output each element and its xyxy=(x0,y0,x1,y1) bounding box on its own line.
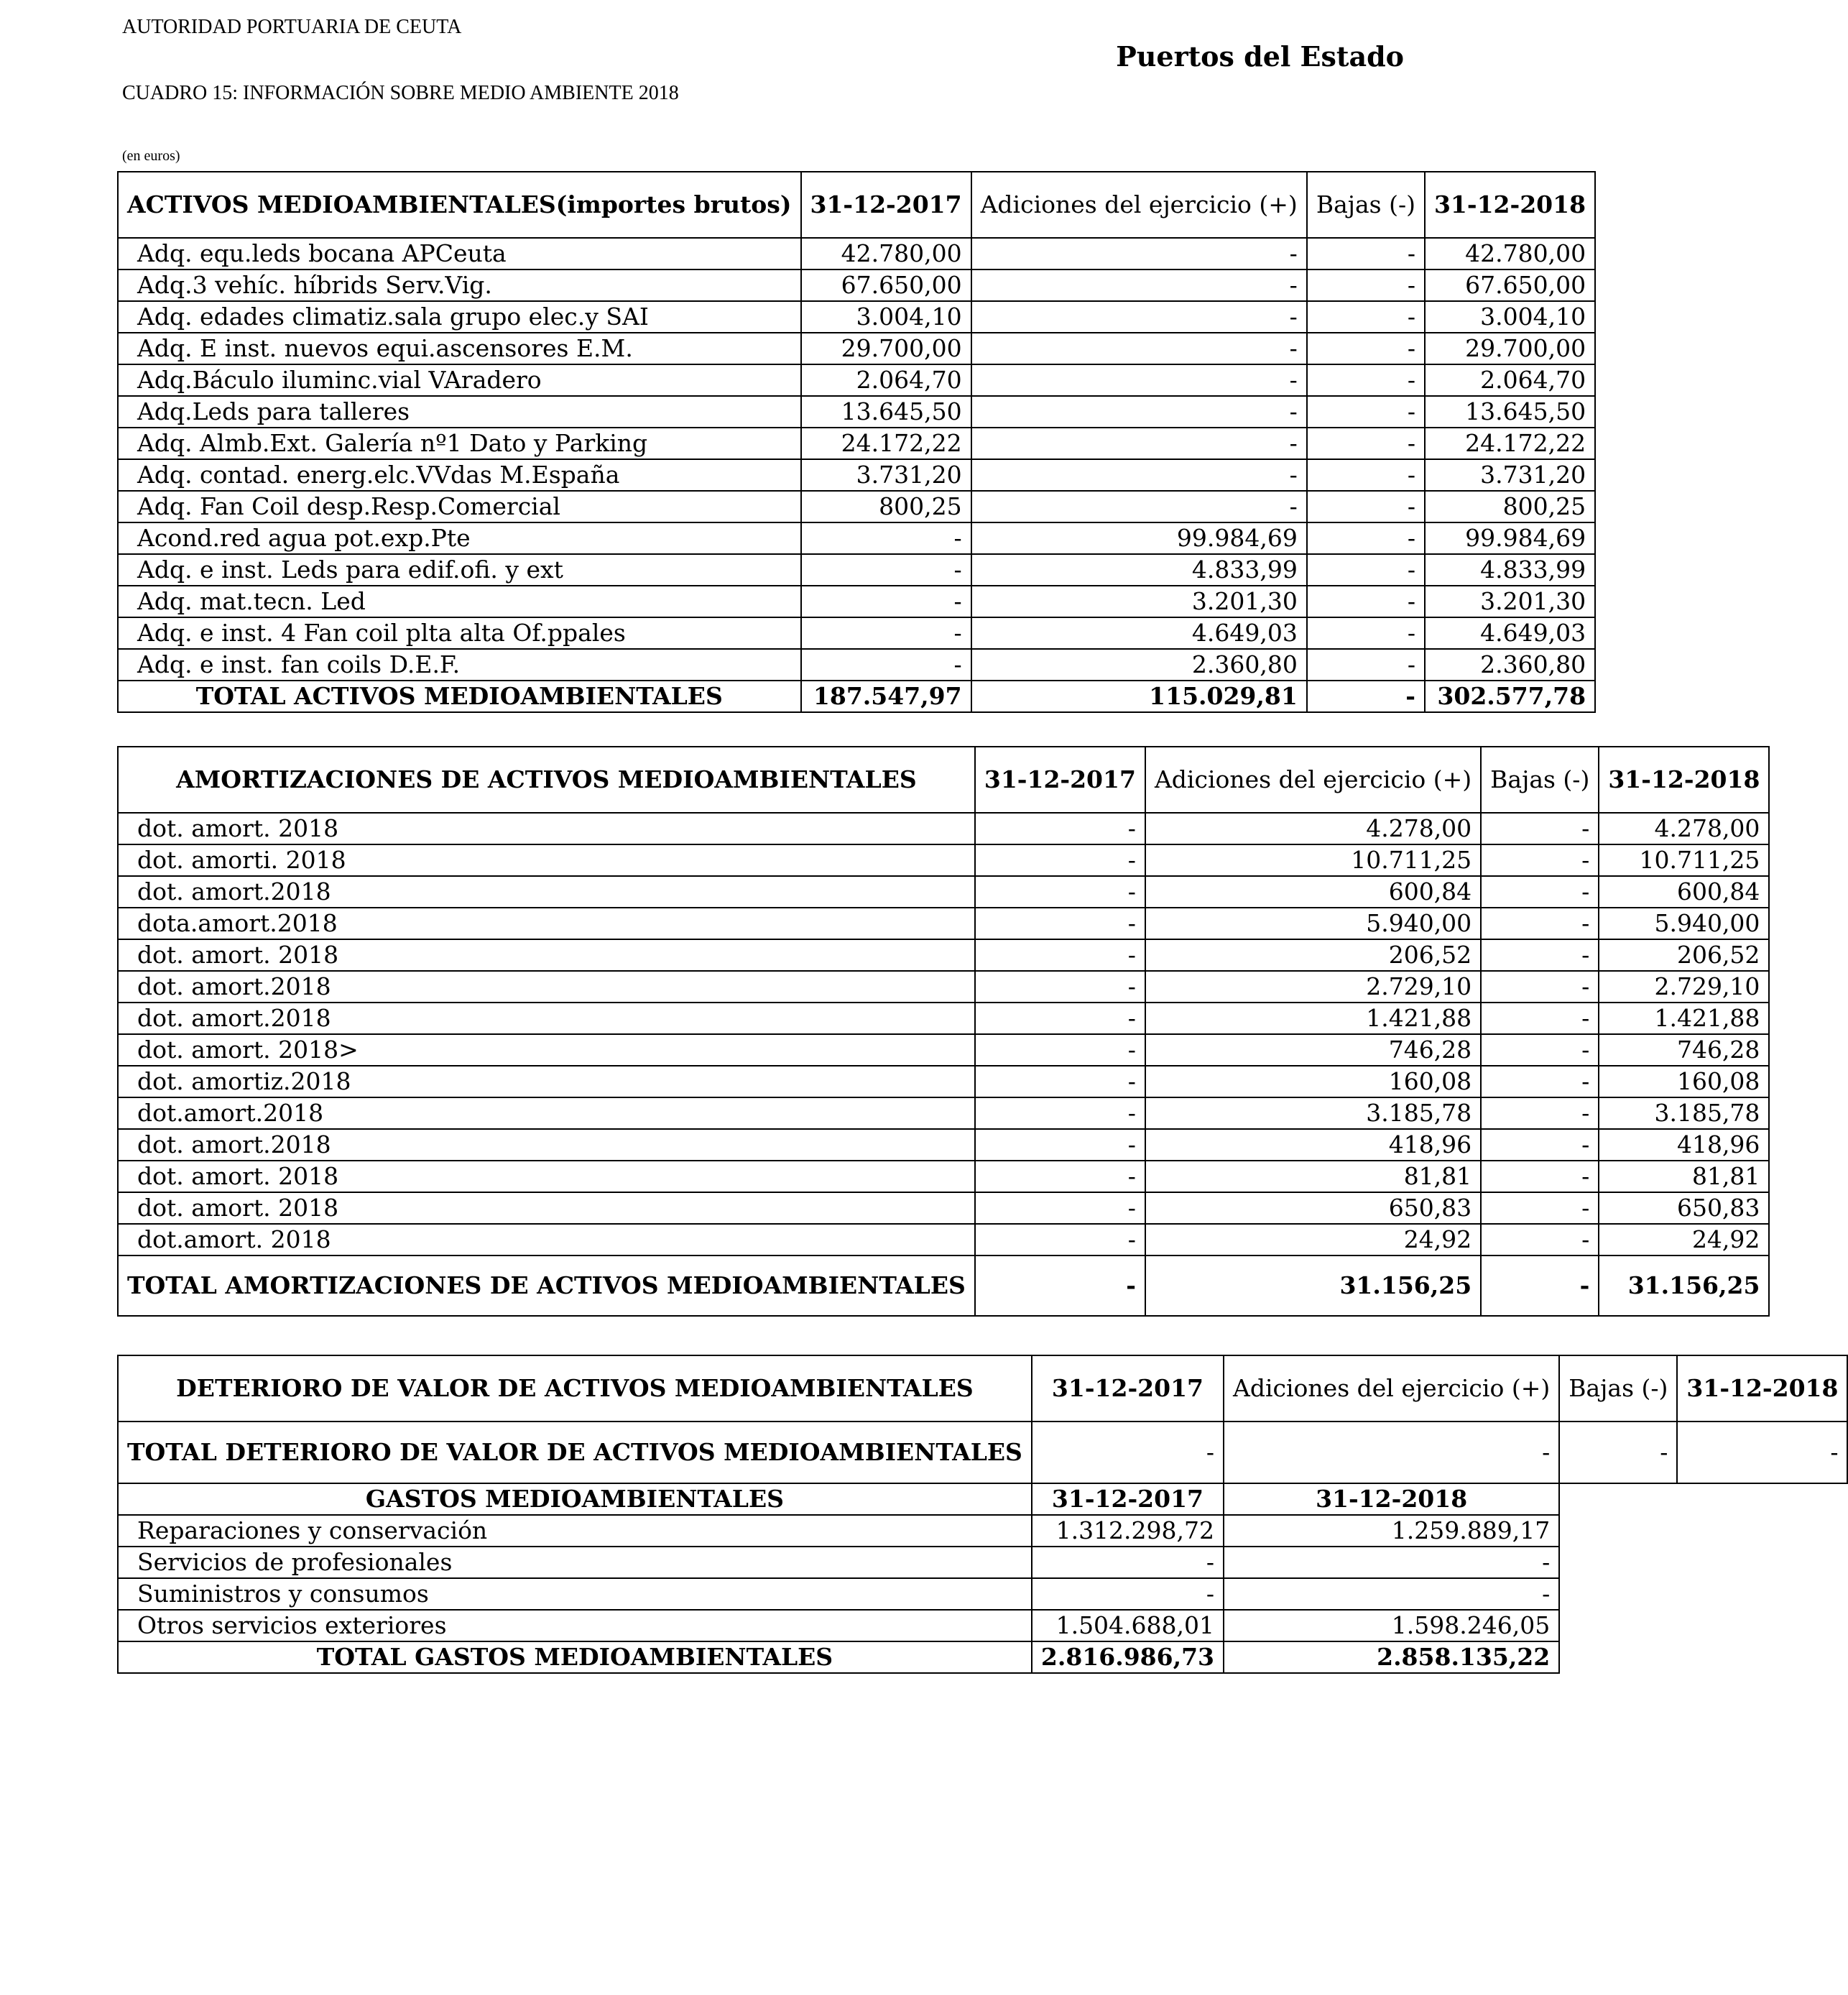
row-value: - xyxy=(971,459,1307,491)
row-value: - xyxy=(801,586,971,617)
row-value: 600,84 xyxy=(1599,876,1769,908)
table-row xyxy=(118,1515,1847,1547)
row-value: - xyxy=(1307,364,1425,396)
row-value: 206,52 xyxy=(1599,939,1769,971)
row-label: dot. amort.2018 xyxy=(118,876,975,908)
empty-space xyxy=(1559,1610,1847,1641)
row-value: - xyxy=(1307,428,1425,459)
row-value: 600,84 xyxy=(1145,876,1481,908)
row-label: dot.amort.2018 xyxy=(118,1097,975,1129)
empty-space xyxy=(1559,1547,1847,1578)
row-value: - xyxy=(1307,617,1425,649)
row-label: Adq.Leds para talleres xyxy=(118,396,801,428)
row-value: 24,92 xyxy=(1599,1224,1769,1255)
row-value: - xyxy=(975,844,1145,876)
amortizaciones-total-row xyxy=(118,1255,1769,1316)
gastos-header-concept: GASTOS MEDIOAMBIENTALES xyxy=(118,1483,1032,1515)
row-value: 3.201,30 xyxy=(971,586,1307,617)
row-value: 3.185,78 xyxy=(1145,1097,1481,1129)
gastos-header-2017: 31-12-2017 xyxy=(1032,1483,1224,1515)
row-value: 2.360,80 xyxy=(1425,649,1595,681)
activos-total-2017: 187.547,97 xyxy=(801,681,971,712)
table-row xyxy=(118,1066,1769,1097)
row-value: - xyxy=(1032,1547,1224,1578)
table-row xyxy=(118,649,1595,681)
deterioro-total-2017: - xyxy=(1032,1422,1224,1483)
row-label: dot. amort. 2018 xyxy=(118,939,975,971)
row-label: Adq. Almb.Ext. Galería nº1 Dato y Parking xyxy=(118,428,801,459)
row-value: - xyxy=(1307,586,1425,617)
row-value: 3.731,20 xyxy=(1425,459,1595,491)
row-value: - xyxy=(971,238,1307,269)
table-row xyxy=(118,876,1769,908)
row-value: - xyxy=(1481,844,1599,876)
row-label: Adq. Fan Coil desp.Resp.Comercial xyxy=(118,491,801,522)
row-label: Adq. equ.leds bocana APCeuta xyxy=(118,238,801,269)
row-value: 67.650,00 xyxy=(801,269,971,301)
activos-total-bajas: - xyxy=(1307,681,1425,712)
gastos-total-2018: 2.858.135,22 xyxy=(1224,1641,1559,1673)
deterioro-header-bajas: Bajas (-) xyxy=(1559,1355,1677,1422)
row-value: 99.984,69 xyxy=(1425,522,1595,554)
row-value: 99.984,69 xyxy=(971,522,1307,554)
activos-total-additions: 115.029,81 xyxy=(971,681,1307,712)
row-value: 5.940,00 xyxy=(1599,908,1769,939)
row-value: 13.645,50 xyxy=(801,396,971,428)
table-row xyxy=(118,238,1595,269)
row-value: 24,92 xyxy=(1145,1224,1481,1255)
row-label: Adq. contad. energ.elc.VVdas M.España xyxy=(118,459,801,491)
row-value: - xyxy=(975,1161,1145,1192)
row-value: - xyxy=(1032,1578,1224,1610)
row-label: dot.amort. 2018 xyxy=(118,1224,975,1255)
table-row xyxy=(118,1097,1769,1129)
row-label: dot. amort. 2018 xyxy=(118,1161,975,1192)
row-label: dot. amort. 2018 xyxy=(118,1192,975,1224)
row-label: Adq. edades climatiz.sala grupo elec.y SAI xyxy=(118,301,801,333)
gastos-empty-space xyxy=(1559,1641,1847,1673)
row-value: - xyxy=(975,1224,1145,1255)
row-value: 4.278,00 xyxy=(1599,813,1769,844)
row-value: - xyxy=(1481,1224,1599,1255)
row-value: 24.172,22 xyxy=(1425,428,1595,459)
row-value: 3.731,20 xyxy=(801,459,971,491)
table-row xyxy=(118,1547,1847,1578)
table-row xyxy=(118,813,1769,844)
row-value: 13.645,50 xyxy=(1425,396,1595,428)
deterioro-total-2018: - xyxy=(1677,1422,1847,1483)
row-value: - xyxy=(975,1003,1145,1034)
amortizaciones-header-2018: 31-12-2018 xyxy=(1599,747,1769,813)
row-value: - xyxy=(975,908,1145,939)
row-value: 42.780,00 xyxy=(1425,238,1595,269)
row-value: - xyxy=(1481,813,1599,844)
row-value: 160,08 xyxy=(1599,1066,1769,1097)
row-value: 3.004,10 xyxy=(1425,301,1595,333)
row-label: Adq. mat.tecn. Led xyxy=(118,586,801,617)
amortizaciones-header-row xyxy=(118,747,1769,813)
row-value: - xyxy=(1481,1066,1599,1097)
row-value: 746,28 xyxy=(1145,1034,1481,1066)
row-label: Adq. e inst. 4 Fan coil plta alta Of.ppales xyxy=(118,617,801,649)
amortizaciones-header-bajas: Bajas (-) xyxy=(1481,747,1599,813)
table-row xyxy=(118,1161,1769,1192)
currency-unit-note: (en euros) xyxy=(122,148,180,164)
row-label: dota.amort.2018 xyxy=(118,908,975,939)
row-value: - xyxy=(1307,459,1425,491)
table-row xyxy=(118,491,1595,522)
row-value: 4.649,03 xyxy=(1425,617,1595,649)
amortizaciones-header-2017: 31-12-2017 xyxy=(975,747,1145,813)
row-value: - xyxy=(1307,301,1425,333)
row-value: 4.278,00 xyxy=(1145,813,1481,844)
row-value: 4.649,03 xyxy=(971,617,1307,649)
deterioro-header-2018: 31-12-2018 xyxy=(1677,1355,1847,1422)
activos-table xyxy=(117,171,1596,713)
row-value: 1.312.298,72 xyxy=(1032,1515,1224,1547)
gastos-header-row xyxy=(118,1483,1847,1515)
table-row xyxy=(118,908,1769,939)
deterioro-header-row xyxy=(118,1355,1847,1422)
row-label: dot. amort.2018 xyxy=(118,1129,975,1161)
row-label: Adq. e inst. Leds para edif.ofi. y ext xyxy=(118,554,801,586)
row-value: 160,08 xyxy=(1145,1066,1481,1097)
row-value: 800,25 xyxy=(1425,491,1595,522)
row-value: 29.700,00 xyxy=(1425,333,1595,364)
row-value: - xyxy=(801,554,971,586)
row-value: - xyxy=(975,876,1145,908)
deterioro-total-row xyxy=(118,1422,1847,1483)
row-value: 4.833,99 xyxy=(971,554,1307,586)
row-value: - xyxy=(975,1097,1145,1129)
row-label: dot. amorti. 2018 xyxy=(118,844,975,876)
table-row xyxy=(118,1610,1847,1641)
row-value: - xyxy=(1481,876,1599,908)
table-row xyxy=(118,301,1595,333)
row-value: - xyxy=(975,813,1145,844)
table-row xyxy=(118,1192,1769,1224)
deterioro-total-label: TOTAL DETERIORO DE VALOR DE ACTIVOS MEDIOAMBIENTALES xyxy=(118,1422,1032,1483)
gastos-total-label: TOTAL GASTOS MEDIOAMBIENTALES xyxy=(118,1641,1032,1673)
row-label: Adq.3 vehíc. híbrids Serv.Vig. xyxy=(118,269,801,301)
document-title: CUADRO 15: INFORMACIÓN SOBRE MEDIO AMBIENTE 2018 xyxy=(122,82,679,104)
row-value: - xyxy=(971,428,1307,459)
activos-header-row xyxy=(118,172,1595,238)
activos-total-label: TOTAL ACTIVOS MEDIOAMBIENTALES xyxy=(118,681,801,712)
amortizaciones-table xyxy=(117,746,1770,1317)
row-value: - xyxy=(1481,1003,1599,1034)
table-row xyxy=(118,364,1595,396)
row-value: - xyxy=(801,522,971,554)
row-value: 1.259.889,17 xyxy=(1224,1515,1559,1547)
table-row xyxy=(118,1129,1769,1161)
row-value: 24.172,22 xyxy=(801,428,971,459)
row-value: - xyxy=(1481,1192,1599,1224)
amortizaciones-total-2017: - xyxy=(975,1255,1145,1316)
row-value: - xyxy=(1307,649,1425,681)
row-value: - xyxy=(801,617,971,649)
row-value: - xyxy=(971,333,1307,364)
table-row xyxy=(118,617,1595,649)
row-label: Adq. E inst. nuevos equi.ascensores E.M. xyxy=(118,333,801,364)
row-label: Servicios de profesionales xyxy=(118,1547,1032,1578)
row-label: dot. amort. 2018 xyxy=(118,813,975,844)
deterioro-total-bajas: - xyxy=(1559,1422,1677,1483)
row-value: 81,81 xyxy=(1599,1161,1769,1192)
row-value: - xyxy=(801,649,971,681)
row-value: 10.711,25 xyxy=(1145,844,1481,876)
row-value: - xyxy=(1481,971,1599,1003)
deterioro-header-additions: Adiciones del ejercicio (+) xyxy=(1224,1355,1559,1422)
table-row xyxy=(118,269,1595,301)
row-label: dot. amort.2018 xyxy=(118,971,975,1003)
row-value: - xyxy=(971,301,1307,333)
row-value: 3.185,78 xyxy=(1599,1097,1769,1129)
row-value: - xyxy=(975,939,1145,971)
table-row xyxy=(118,554,1595,586)
row-value: - xyxy=(971,364,1307,396)
activos-header-2018: 31-12-2018 xyxy=(1425,172,1595,238)
row-value: 2.729,10 xyxy=(1599,971,1769,1003)
row-label: Adq.Báculo iluminc.vial VAradero xyxy=(118,364,801,396)
gastos-total-row xyxy=(118,1641,1847,1673)
deterioro-header-2017: 31-12-2017 xyxy=(1032,1355,1224,1422)
row-value: 2.064,70 xyxy=(1425,364,1595,396)
row-value: - xyxy=(1307,396,1425,428)
gastos-total-2017: 2.816.986,73 xyxy=(1032,1641,1224,1673)
row-value: - xyxy=(1481,908,1599,939)
row-label: Suministros y consumos xyxy=(118,1578,1032,1610)
row-value: 746,28 xyxy=(1599,1034,1769,1066)
table-row xyxy=(118,1003,1769,1034)
row-value: - xyxy=(975,1192,1145,1224)
brand-name: Puertos del Estado xyxy=(1116,40,1404,73)
row-label: dot. amort. 2018> xyxy=(118,1034,975,1066)
row-value: - xyxy=(1481,1161,1599,1192)
row-value: 29.700,00 xyxy=(801,333,971,364)
row-value: - xyxy=(1307,491,1425,522)
row-value: - xyxy=(975,1066,1145,1097)
table-row xyxy=(118,1224,1769,1255)
row-value: - xyxy=(1307,522,1425,554)
row-value: - xyxy=(971,491,1307,522)
deterioro-total-additions: - xyxy=(1224,1422,1559,1483)
row-value: - xyxy=(975,1129,1145,1161)
amortizaciones-total-2018: 31.156,25 xyxy=(1599,1255,1769,1316)
table-row xyxy=(118,396,1595,428)
row-value: - xyxy=(975,971,1145,1003)
activos-header-bajas: Bajas (-) xyxy=(1307,172,1425,238)
empty-space xyxy=(1559,1578,1847,1610)
row-value: - xyxy=(1481,1034,1599,1066)
activos-header-concept: ACTIVOS MEDIOAMBIENTALES(importes brutos) xyxy=(118,172,801,238)
row-value: 418,96 xyxy=(1145,1129,1481,1161)
row-value: - xyxy=(1481,1097,1599,1129)
row-value: 1.421,88 xyxy=(1599,1003,1769,1034)
row-value: - xyxy=(1307,269,1425,301)
row-value: - xyxy=(971,269,1307,301)
gastos-empty-space xyxy=(1559,1483,1847,1515)
amortizaciones-header-additions: Adiciones del ejercicio (+) xyxy=(1145,747,1481,813)
row-label: Acond.red agua pot.exp.Pte xyxy=(118,522,801,554)
row-value: 42.780,00 xyxy=(801,238,971,269)
amortizaciones-total-bajas: - xyxy=(1481,1255,1599,1316)
row-label: Otros servicios exteriores xyxy=(118,1610,1032,1641)
gastos-header-2018: 31-12-2018 xyxy=(1224,1483,1559,1515)
amortizaciones-total-label: TOTAL AMORTIZACIONES DE ACTIVOS MEDIOAMBIENTALES xyxy=(118,1255,975,1316)
empty-space xyxy=(1559,1515,1847,1547)
row-value: 81,81 xyxy=(1145,1161,1481,1192)
row-value: 650,83 xyxy=(1145,1192,1481,1224)
row-value: 418,96 xyxy=(1599,1129,1769,1161)
row-value: - xyxy=(1481,1129,1599,1161)
row-value: 650,83 xyxy=(1599,1192,1769,1224)
row-value: - xyxy=(1224,1547,1559,1578)
deterioro-gastos-table xyxy=(117,1355,1848,1674)
row-value: - xyxy=(1307,333,1425,364)
row-value: - xyxy=(1307,554,1425,586)
deterioro-header-concept: DETERIORO DE VALOR DE ACTIVOS MEDIOAMBIENTALES xyxy=(118,1355,1032,1422)
row-value: 4.833,99 xyxy=(1425,554,1595,586)
row-value: 3.004,10 xyxy=(801,301,971,333)
row-value: 1.504.688,01 xyxy=(1032,1610,1224,1641)
activos-total-2018: 302.577,78 xyxy=(1425,681,1595,712)
table-row xyxy=(118,459,1595,491)
table-row xyxy=(118,428,1595,459)
row-value: 206,52 xyxy=(1145,939,1481,971)
activos-header-2017: 31-12-2017 xyxy=(801,172,971,238)
activos-total-row xyxy=(118,681,1595,712)
row-value: 2.360,80 xyxy=(971,649,1307,681)
row-value: 5.940,00 xyxy=(1145,908,1481,939)
row-value: - xyxy=(1224,1578,1559,1610)
row-value: 800,25 xyxy=(801,491,971,522)
row-value: - xyxy=(975,1034,1145,1066)
row-label: dot. amortiz.2018 xyxy=(118,1066,975,1097)
table-row xyxy=(118,971,1769,1003)
table-row xyxy=(118,586,1595,617)
row-value: 1.598.246,05 xyxy=(1224,1610,1559,1641)
row-value: 3.201,30 xyxy=(1425,586,1595,617)
row-label: Adq. e inst. fan coils D.E.F. xyxy=(118,649,801,681)
row-value: - xyxy=(971,396,1307,428)
row-label: dot. amort.2018 xyxy=(118,1003,975,1034)
row-value: 2.729,10 xyxy=(1145,971,1481,1003)
organization-name: AUTORIDAD PORTUARIA DE CEUTA xyxy=(122,16,462,38)
row-value: 2.064,70 xyxy=(801,364,971,396)
table-row xyxy=(118,844,1769,876)
activos-header-additions: Adiciones del ejercicio (+) xyxy=(971,172,1307,238)
row-value: 10.711,25 xyxy=(1599,844,1769,876)
row-value: 67.650,00 xyxy=(1425,269,1595,301)
row-value: 1.421,88 xyxy=(1145,1003,1481,1034)
table-row xyxy=(118,522,1595,554)
table-row xyxy=(118,333,1595,364)
table-row xyxy=(118,1578,1847,1610)
amortizaciones-total-additions: 31.156,25 xyxy=(1145,1255,1481,1316)
amortizaciones-header-concept: AMORTIZACIONES DE ACTIVOS MEDIOAMBIENTALES xyxy=(118,747,975,813)
row-value: - xyxy=(1307,238,1425,269)
row-value: - xyxy=(1481,939,1599,971)
row-label: Reparaciones y conservación xyxy=(118,1515,1032,1547)
table-row xyxy=(118,1034,1769,1066)
table-row xyxy=(118,939,1769,971)
